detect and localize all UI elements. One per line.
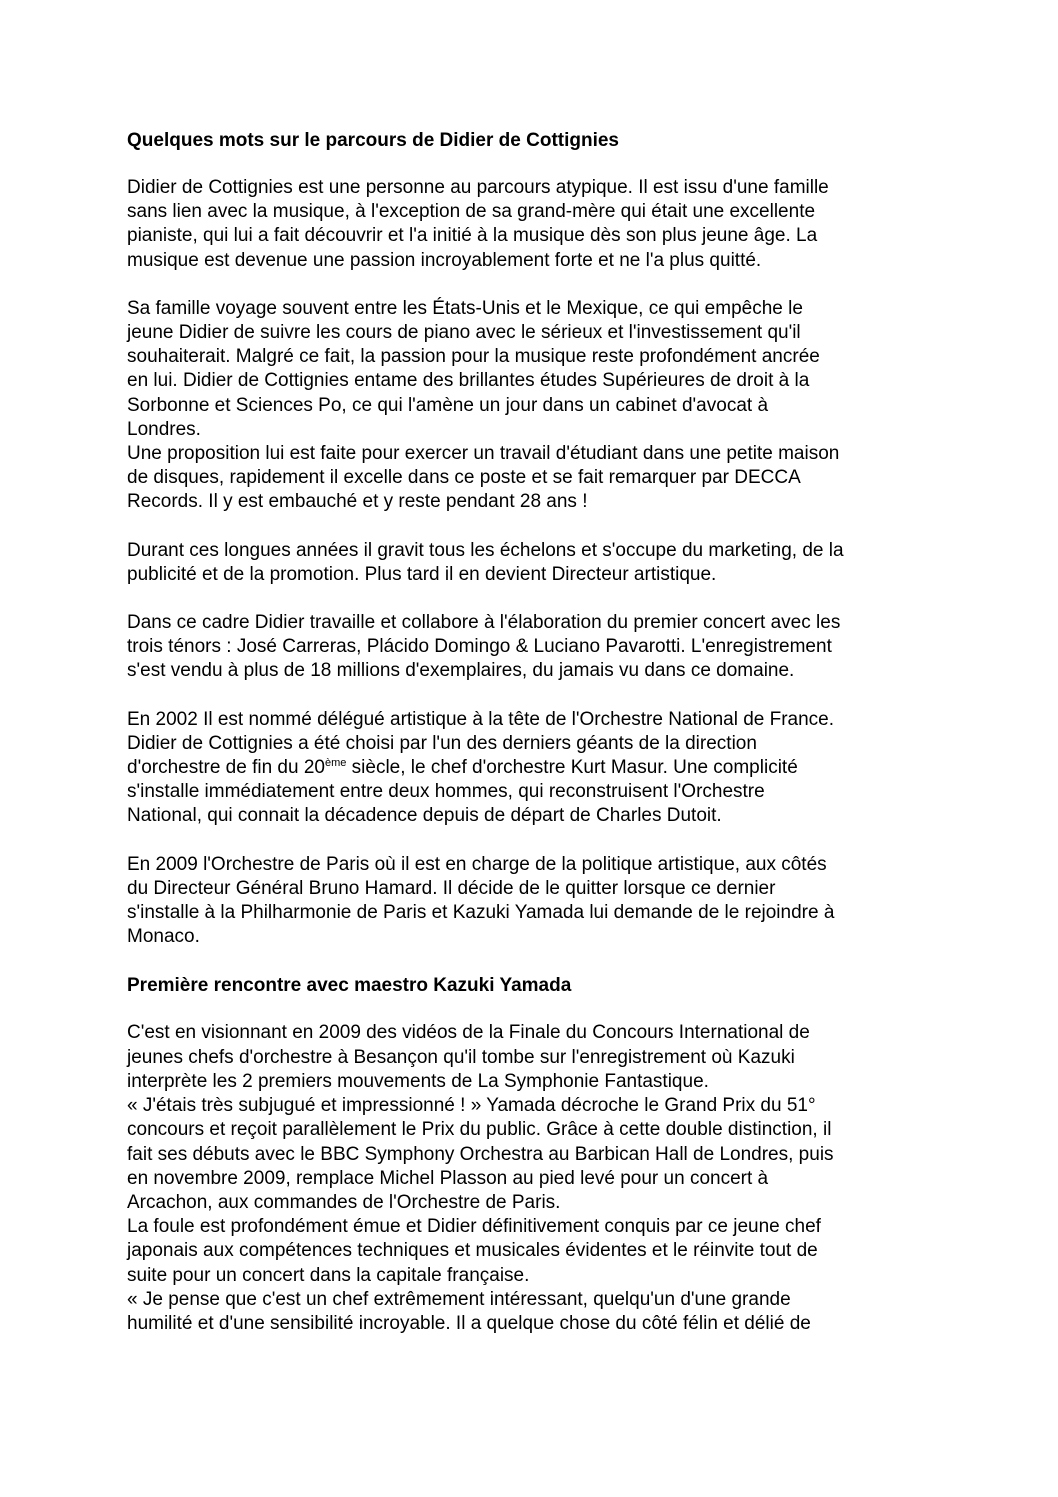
text-line: fait ses débuts avec le BBC Symphony Orchestra au Barbican Hall de Londres, puis — [127, 1143, 834, 1165]
text-line: interprète les 2 premiers mouvements de La Symphonie Fantastique. — [127, 1070, 709, 1092]
text-line: Records. Il y est embauché et y reste pendant 28 ans ! — [127, 491, 588, 513]
superscript-ordinal: ème — [324, 757, 347, 770]
text-segment: siècle, le chef d'orchestre Kurt Masur. Une complicité — [346, 757, 798, 779]
text-line: Sa famille voyage souvent entre les États-Unis et le Mexique, ce qui empêche le — [127, 297, 803, 319]
text-line: « J'étais très subjugué et impressionné ! » Yamada décroche le Grand Prix du 51° — [127, 1095, 816, 1117]
text-line: s'installe à la Philharmonie de Paris et Kazuki Yamada lui demande de le rejoindre à — [127, 902, 835, 924]
text-line: du Directeur Général Bruno Hamard. Il décide de le quitter lorsque ce dernier — [127, 877, 776, 899]
text-line: humilité et d'une sensibilité incroyable. Il a quelque chose du côté félin et délié de — [127, 1312, 811, 1334]
text-line: Didier de Cottignies est une personne au parcours atypique. Il est issu d'une famille — [127, 177, 829, 198]
text-line: Londres. — [127, 418, 201, 440]
text-line: Durant ces longues années il gravit tous les échelons et s'occupe du marketing, de la — [127, 539, 844, 561]
paragraph-famille — [127, 297, 947, 515]
text-line: en novembre 2009, remplace Michel Plasson au pied levé pour un concert à — [127, 1167, 769, 1189]
paragraph-intro — [127, 176, 947, 273]
text-line: sans lien avec la musique, à l'exception de sa grand-mère qui était une excellente — [127, 201, 816, 223]
text-line: Didier de Cottignies a été choisi par l'un des derniers géants de la direction — [127, 732, 757, 754]
paragraph-orchestre-de-paris — [127, 853, 947, 950]
text-line: de disques, rapidement il excelle dans ce poste et se fait remarquer par DECCA — [127, 467, 801, 489]
text-line: concours et reçoit parallèlement le Prix du public. Grâce à cette double distinction, il — [127, 1119, 832, 1141]
text-line: japonais aux compétences techniques et musicales évidentes et le réinvite tout de — [127, 1240, 818, 1262]
text-line-with-superscript — [127, 756, 947, 780]
text-line: musique est devenue une passion incroyablement forte et ne l'a plus quitté. — [127, 249, 762, 271]
text-line: jeune Didier de suivre les cours de piano avec le sérieux et l'investissement qu'il — [127, 322, 801, 344]
text-line: jeunes chefs d'orchestre à Besançon qu'il tombe sur l'enregistrement où Kazuki — [127, 1046, 795, 1068]
text-line: « Je pense que c'est un chef extrêmement intéressant, quelqu'un d'une grande — [127, 1288, 791, 1310]
text-line: publicité et de la promotion. Plus tard il en devient Directeur artistique. — [127, 563, 717, 585]
text-line: La foule est profondément émue et Didier définitivement conquis par ce jeune chef — [127, 1216, 821, 1238]
text-line: En 2002 Il est nommé délégué artistique à la tête de l'Orchestre National de France. — [127, 708, 835, 730]
text-line: Dans ce cadre Didier travaille et collabore à l'élaboration du premier concert avec les — [127, 612, 841, 634]
text-line: en lui. Didier de Cottignies entame des brillantes études Supérieures de droit à la — [127, 370, 810, 392]
text-line: National, qui connait la décadence depuis de départ de Charles Dutoit. — [127, 805, 722, 827]
text-line: s'installe immédiatement entre deux hommes, qui reconstruisent l'Orchestre — [127, 781, 765, 803]
text-line: Arcachon, aux commandes de l'Orchestre de Paris. — [127, 1191, 561, 1213]
text-line: suite pour un concert dans la capitale française. — [127, 1264, 530, 1286]
paragraph-rencontre-yamada — [127, 1021, 947, 1336]
text-line: Une proposition lui est faite pour exercer un travail d'étudiant dans une petite maison — [127, 443, 840, 465]
text-line: Monaco. — [127, 926, 200, 948]
paragraph-trois-tenors — [127, 611, 947, 684]
text-segment: d'orchestre de fin du 20 — [127, 757, 325, 779]
text-line: souhaiterait. Malgré ce fait, la passion pour la musique reste profondément ancrée — [127, 346, 820, 368]
text-line: trois ténors : José Carreras, Plácido Domingo & Luciano Pavarotti. L'enregistrement — [127, 636, 832, 658]
section-heading-parcours: Quelques mots sur le parcours de Didier de Cottignies — [127, 130, 619, 151]
section-heading-rencontre: Première rencontre avec maestro Kazuki Yamada — [127, 975, 572, 997]
paragraph-orchestre-national — [127, 708, 947, 829]
text-line: En 2009 l'Orchestre de Paris où il est en charge de la politique artistique, aux côtés — [127, 853, 827, 875]
paragraph-decca — [127, 539, 947, 587]
text-line: Sorbonne et Sciences Po, ce qui l'amène un jour dans un cabinet d'avocat à — [127, 394, 769, 416]
text-line: pianiste, qui lui a fait découvrir et l'a initié à la musique dès son plus jeune âge. La — [127, 225, 818, 247]
document-body — [127, 128, 947, 1336]
text-line: s'est vendu à plus de 18 millions d'exemplaires, du jamais vu dans ce domaine. — [127, 660, 795, 682]
text-line: C'est en visionnant en 2009 des vidéos de la Finale du Concours International de — [127, 1022, 810, 1044]
